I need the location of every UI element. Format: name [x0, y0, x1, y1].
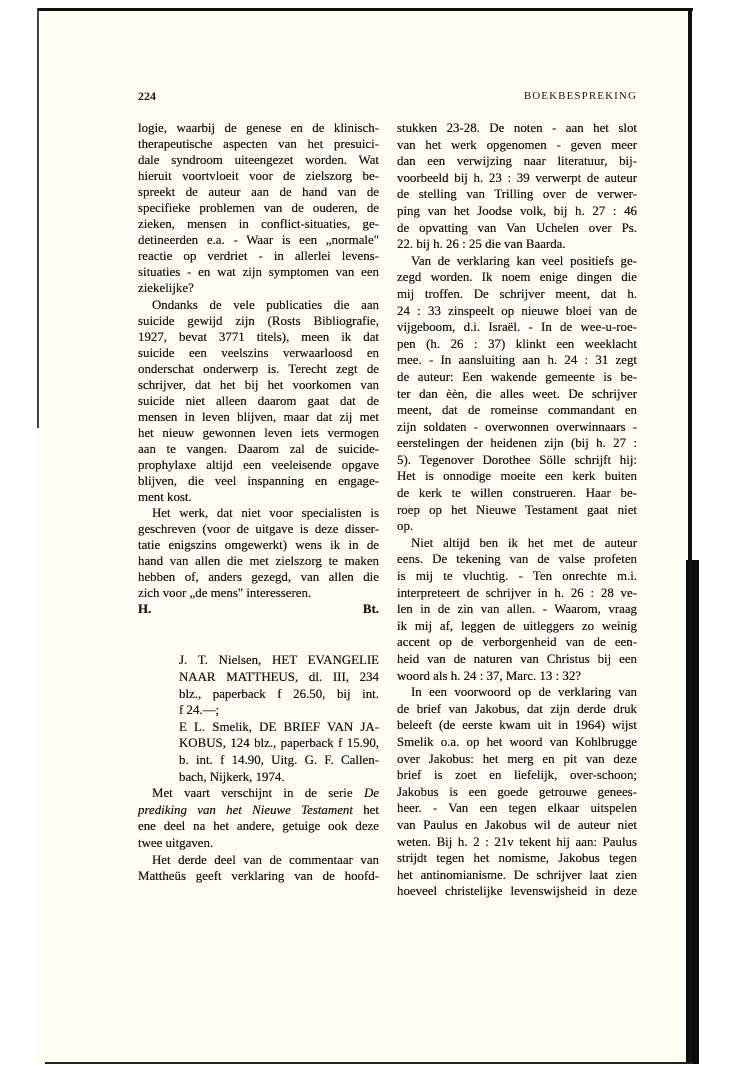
text-line: detineerden e.a. - Waar is een „normale" — [138, 233, 379, 248]
text-line: specifieke problemen van de ouderen, de — [138, 201, 379, 216]
text-line: bach, Nijkerk, 1974. — [179, 769, 285, 784]
text-line: E L. Smelik, DE BRIEF VAN JA- — [179, 719, 379, 734]
paragraph — [138, 852, 379, 885]
text-line: blz., paperback f 26.50, bij int. — [179, 686, 379, 701]
text-line: eerstelingen der heidenen zijn (bij h. 27 : — [397, 436, 637, 451]
text-line: ping van het Joodse volk, bij h. 27 : 46 — [397, 203, 637, 218]
text-line: ziekelijke? — [138, 281, 194, 296]
page-edge-top — [38, 8, 693, 11]
text-line: Mattheüs geeft verklaring van de hoofd- — [138, 869, 379, 884]
text-line: de opvatting van Van Uchelen over Ps. — [397, 220, 637, 235]
text-line — [138, 802, 379, 819]
text-line: 24 : 33 zinspeelt op nieuwe bloei van de — [397, 303, 637, 318]
signature-place: H. — [138, 602, 152, 617]
text-line: op. — [397, 519, 414, 534]
text-line: spreekt de auteur aan de hand van de — [138, 185, 379, 200]
text-line: aan te vangen. Daarom zal de suicide- — [138, 441, 379, 456]
paragraph — [138, 505, 379, 601]
text-line: roep op het Nieuwe Testament gaat niet — [397, 502, 637, 517]
text-line: therapeutische aspecten van het presuici- — [138, 137, 379, 152]
text-line: brief is zoet en liefelijk, over-schoon; — [397, 768, 637, 783]
text-line: heer. - Van een tegen elkaar uitspelen — [397, 801, 637, 816]
text-line: Het is onnodige moeite een kerk buiten — [397, 469, 637, 484]
text-line: van Paulus en Jakobus wil de auteur niet — [397, 817, 637, 832]
text-line: meent, dat de romeinse commandant en — [397, 403, 637, 418]
text-line: vijgeboom, d.i. Israël. - In de wee-u-roe- — [397, 320, 637, 335]
text-line: f 24.—; — [179, 703, 220, 718]
text-line: situaties - en wat zijn symptomen van een — [138, 265, 379, 280]
text-line: eens. De tekening van de valse profeten — [397, 552, 637, 567]
paragraph — [397, 535, 637, 684]
text-line: ene deel na het andere, getuige ook deze — [138, 819, 379, 834]
text-line: onderschat onderwerp is. Terecht zegt de — [138, 361, 379, 376]
text-line: Smelik o.a. op het woord van Kohlbrugge — [397, 734, 637, 749]
text-line: twee uitgaven. — [138, 835, 214, 850]
text-line: Jakobus is een goede getrouwe genees- — [397, 784, 637, 799]
text-line: b. int. f 14.90, Uitg. G. F. Callen- — [179, 753, 379, 768]
text-line: het antinomianisme. De schrijver laat zien — [397, 867, 637, 882]
text-line: weten. Bij h. 2 : 21v tekent hij aan: Paulus — [397, 834, 637, 849]
text-line: heid van de naturen van Christus bij een — [397, 652, 637, 666]
text-line: Van de verklaring kan veel positiefs ge- — [411, 253, 637, 268]
text-line: stukken 23-28. De noten - aan het slot — [397, 121, 637, 135]
text-line: NAAR MATTHEUS, dl. III, 234 — [179, 670, 379, 685]
paragraph — [138, 785, 379, 851]
text-line: suicide niet alleen daarom gaat dat de — [138, 393, 379, 408]
text-line: mee. - In aansluiting aan h. 24 : 31 zegt — [397, 353, 637, 368]
text-line: mensen in leven blijven, maar dat zij met — [138, 409, 379, 424]
text-line: prophylaxe altijd een veeleisende opgave — [138, 457, 379, 472]
page-edge-left — [37, 8, 39, 428]
text-line: 22. bij h. 26 : 25 die van Baarda. — [397, 237, 566, 252]
text-line: mij troffen. De schrijver meent, dat h. — [397, 286, 637, 301]
text-line: zijn soldaten - overwonnen overwinnaars - — [397, 419, 637, 434]
text-line — [138, 785, 379, 802]
page-edge-bottom — [45, 1062, 693, 1064]
text-line: logie, waarbij de genese en de klinisch- — [138, 121, 379, 135]
text-line: geschreven (voor de uitgave is deze disser- — [138, 522, 379, 537]
text-line: len in de zin van allen. - Waarom, vraag — [397, 602, 637, 617]
text-line: hoeveel christelijke levenswijsheid in deze — [397, 884, 637, 899]
paragraph — [138, 297, 379, 506]
text-line: J. T. Nielsen, HET EVANGELIE — [179, 653, 379, 668]
paragraph — [138, 120, 379, 297]
text-line: reactie op verdriet - in allerlei levens- — [138, 249, 379, 264]
text-line: Ondanks de vele publicaties die aan — [152, 297, 379, 312]
text-line: de brief van Jakobus, dat zijn derde druk — [397, 701, 637, 716]
text-line: hieruit voortvloeit voor de zielszorg be- — [138, 169, 379, 184]
text-line: Niet altijd ben ik het met de auteur — [411, 535, 637, 550]
text-line: 5). Tegenover Dorothee Sölle schrijft hij: — [397, 452, 637, 467]
text-line: pen (h. 26 : 37) klinkt een weeklacht — [397, 336, 637, 351]
text-line: strijdt tegen het nomisme, Jakobus tegen — [397, 851, 637, 866]
text-line: de auteur: Een wakende gemeente is be- — [397, 369, 637, 384]
text-line: ter dan èèn, die alles weet. De schrijver — [397, 386, 637, 401]
running-head: BOEKBESPREKING — [523, 90, 637, 102]
page-number: 224 — [138, 89, 156, 103]
paragraph — [397, 120, 637, 253]
paragraph — [397, 684, 637, 900]
text-line: hand van allen die met zielszorg te maken — [138, 554, 379, 569]
text-line: suicide gewijd zijn (Rosts Bibliografie, — [138, 313, 379, 328]
text-line: In een voorwoord op de verklaring van — [411, 685, 637, 700]
review-signature — [138, 601, 379, 617]
text-line: 1927, bevat 3771 titels), meen ik dat — [138, 329, 379, 344]
italic-title: De — [363, 786, 379, 801]
text-segment: het — [352, 802, 379, 817]
left-column — [138, 120, 379, 885]
text-line: de stelling van Trilling over de verwer- — [397, 187, 637, 202]
text-line: KOBUS, 124 blz., paperback f 15.90, — [179, 736, 379, 751]
text-line: dale syndroom uiteengezet worden. Wat — [138, 153, 379, 168]
italic-title: prediking van het Nieuwe Testament — [138, 802, 353, 817]
text-line: blijven, die veel inspanning en engage- — [138, 474, 379, 489]
page-edge-right — [688, 8, 692, 1064]
text-line: ik mij af, leggen de uitleggers zo weinig — [397, 618, 637, 633]
signature-initials: Bt. — [362, 602, 379, 617]
text-line: beleeft (de eerste kwam uit in 1964) wijst — [397, 718, 637, 733]
text-line: voorbeeld bij h. 23 : 39 verwerpt de auteur — [397, 170, 637, 185]
right-column — [397, 120, 637, 900]
text-line: hebben of, anders gezegd, van allen die — [138, 570, 379, 585]
text-line: is mij te vluchtig. - Ten onrechte m.i. — [397, 569, 637, 584]
text-line: ment kost. — [138, 490, 192, 505]
text-line: van het werk opgenomen - geven meer — [397, 137, 637, 152]
text-line: Het werk, dat niet voor specialisten is — [152, 506, 379, 521]
text-line: zieken, mensen in conflict-situaties, ge- — [138, 217, 379, 232]
text-line: dan een verwijzing naar literatuur, bij- — [397, 154, 637, 169]
section-gap — [138, 617, 379, 652]
text-line: zich voor „de mens" interesseren. — [138, 586, 312, 601]
text-line: accent op de verborgenheid van de een- — [397, 635, 637, 650]
text-line: de kerk te willen construeren. Haar be- — [397, 486, 637, 501]
text-line: over Jakobus: het merg en pit van deze — [397, 751, 637, 766]
text-line: interpreteert de schrijver in h. 26 : 28 ve- — [397, 585, 637, 600]
text-line: suicide een veelszins verwaarloosd en — [138, 345, 379, 360]
text-line: tatie enigszins omgewerkt) wens ik in de — [138, 538, 379, 553]
book-entry — [138, 652, 379, 718]
text-line: woord als h. 24 : 37, Marc. 13 : 32? — [397, 668, 582, 683]
text-segment: Met vaart verschijnt in de serie — [152, 786, 364, 801]
paragraph — [397, 253, 637, 535]
text-line: het nieuw gewonnen leven iets vermogen — [138, 425, 379, 440]
text-line: zegd worden. Ik noem enige dingen die — [397, 270, 637, 285]
text-line: schrijver, dat het bij het voorkomen van — [138, 377, 379, 392]
book-entry — [138, 719, 379, 785]
text-line: Het derde deel van de commentaar van — [152, 852, 379, 867]
